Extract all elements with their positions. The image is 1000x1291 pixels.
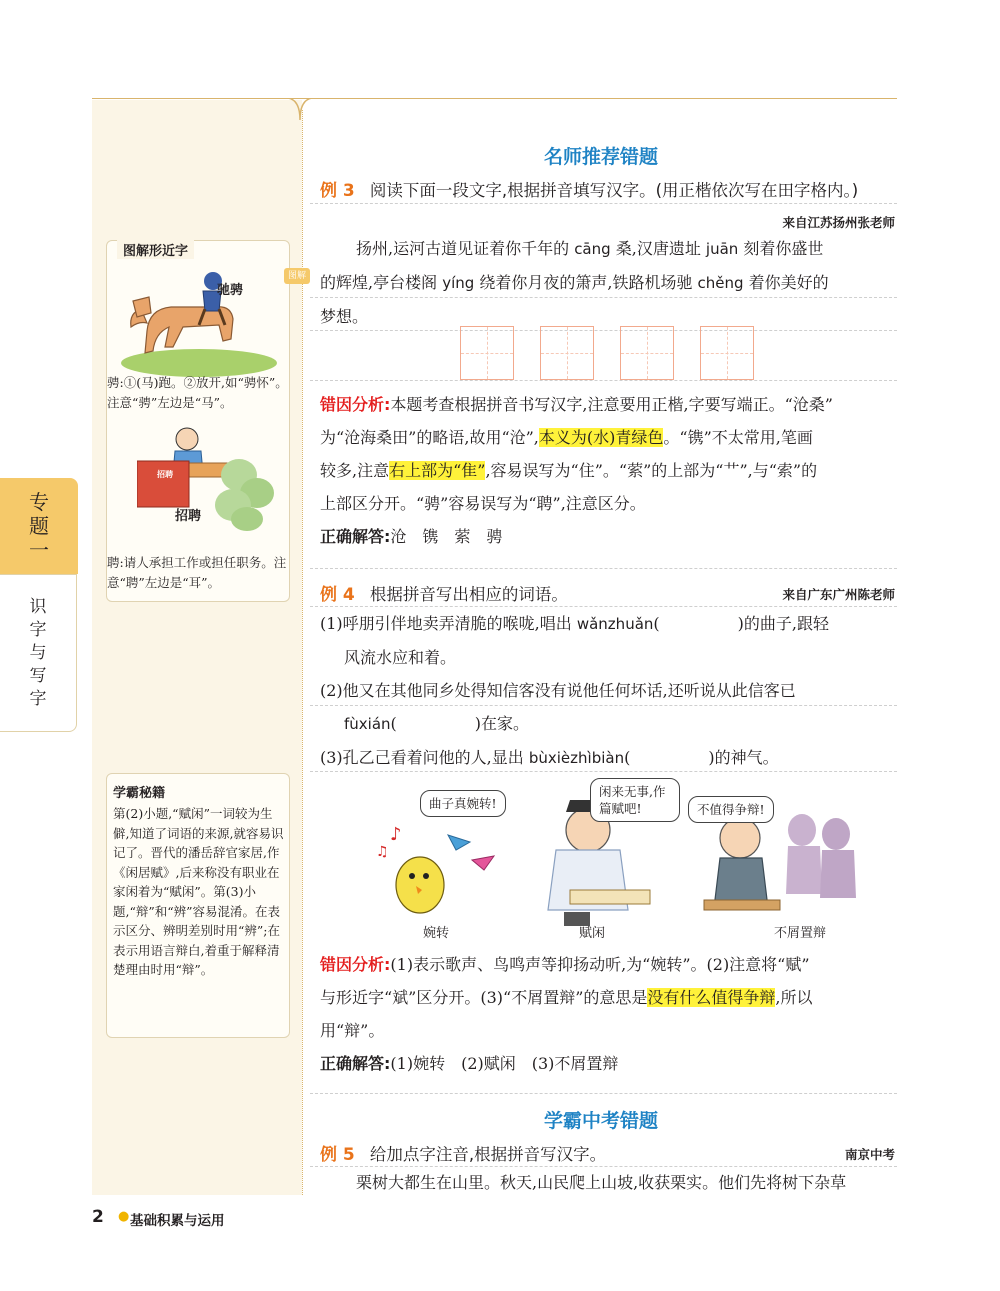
divider [310,705,897,706]
horse-caption: 驰骋 [217,283,244,298]
example-3-header [320,176,897,201]
divider [310,330,897,331]
caption-fuxian: 赋闲 [578,926,605,941]
cheng-definition: 骋:①(马)跑。②放开,如“骋怀”。注意“骋”左边是“马”。 [107,375,288,410]
chapter-tab-number: 专 题 一 [0,478,78,574]
hiring-caption: 招聘 [175,509,202,524]
tian-grid-1[interactable] [460,326,514,380]
divider [310,203,897,204]
caption-wanzhuan: 婉转 [422,926,449,941]
tips-box-text: 第(2)小题,“赋闲”一词较为生僻,知道了词语的来源,就容易识记了。晋代的潘岳辞官家居,作《闲居赋》,后来称没有职业在家闲着为“赋闲”。第(3)小题,“辩”和“辨”容易混淆。在表示区分、辨明差别时用“辨”;在表示用语言辩白,着重于解释清楚理由时用“辩”。 [113,806,284,977]
hiring-sign: 招聘 [157,470,173,479]
top-notch-ornament [288,98,312,122]
top-rule [92,98,897,99]
diagram-box-title: 图解形近字 [117,240,194,259]
tips-box [106,773,290,1038]
example-3-title: 阅读下面一段文字,根据拼音填写汉字。(用正楷依次写在田字格内。) [369,181,859,200]
example-4-source: 来自广东广州陈老师 [782,587,895,602]
bubble-wanzhuan: 曲子真婉转! [420,790,506,817]
caption-buxiezhibian: 不屑置辩 [773,926,826,941]
bubble-buxiezhibian: 不值得争辩! [688,796,774,823]
example-5-source: 南京中考 [844,1147,895,1162]
divider [310,1093,897,1094]
divider [310,568,897,569]
example-3-label: 例 3 [320,181,355,201]
example-4-questions: (1)呼朋引伴地卖弄清脆的喉咙,唱出 wǎnzhuǎn( )的曲子,跟轻 风流水应和着。 (2)他又在其他同乡处得知信客没有说他任何坏话,还听说从此信客已 fùxián( )在家。 (3)孔乙己看着问他的人,显出 bùxièzhìbiàn( )的神气。 [320,614,829,767]
svg-text:♪: ♪ [390,824,402,845]
diagram-box [106,240,290,602]
tian-grid-4[interactable] [700,326,754,380]
pin-definition: 聘:请人承担工作或担任职务。注意“聘”左边是“耳”。 [107,555,287,590]
divider [310,380,897,381]
example-3-analysis: 错因分析:本题考查根据拼音书写汉字,注意要用正楷,字要写端正。“沧桑” 为“沧海桑田”的略语,故用“沧”,本义为(水)青绿色。“镌”不太常用,笔画 较多,注意右上部为“隹”,容易误写为“住”。“萦”的上部为“艹”,与“索”的 上部区分开。“骋”容易误写为“聘”,注意区分。 正确解答:沧 镌 萦 骋 [320,395,833,546]
example-5-header [320,1140,897,1165]
example-3-source: 来自江苏扬州张老师 [782,215,895,230]
chapter-tab-title: 识 字 与 写 字 [0,574,77,732]
bubble-fuxian: 闲来无事,作篇赋吧! [590,778,680,822]
example-4-title: 根据拼音写出相应的词语。 [369,585,568,604]
page-number: 2 [92,1207,104,1227]
example-3-passage: 扬州,运河古道见证着你千年的 cāng 桑,汉唐遗址 juān 刻着你盛世 的辉煌,亭台楼阁 yíng 绕着你月夜的箫声,铁路机场驰 chěng 着你美好的 梦想。 [320,239,829,326]
divider [310,771,897,772]
tian-grid-2[interactable] [540,326,594,380]
example-5-passage: 栗树大都生在山里。秋天,山民爬上山坡,收获栗实。他们先将树下杂草 [356,1173,847,1192]
footer-title: 基础积累与运用 [130,1213,225,1229]
example-4-label: 例 4 [320,585,355,605]
tips-box-title: 学霸秘籍 [113,786,166,801]
divider [310,297,897,298]
horse-rider-illustration [119,261,279,379]
svg-text:♫: ♫ [376,844,389,860]
diagram-tag: 图解 [284,268,310,284]
tian-grid-3[interactable] [620,326,674,380]
example-5-title: 给加点字注音,根据拼音写汉字。 [369,1145,607,1164]
footer-dot: ● [118,1209,130,1224]
example-5-label: 例 5 [320,1145,355,1165]
section-title-teacher: 名师推荐错题 [543,146,658,168]
section-title-exam: 学霸中考错题 [543,1110,658,1132]
example-4-analysis: 错因分析:(1)表示歌声、鸟鸣声等抑扬动听,为“婉转”。(2)注意将“赋” 与形近字“斌”区分开。(3)“不屑置辩”的意思是没有什么值得争辩,所以 用“辩”。 正确解答:(1)婉转 (2)赋闲 (3)不屑置辩 [320,955,813,1073]
